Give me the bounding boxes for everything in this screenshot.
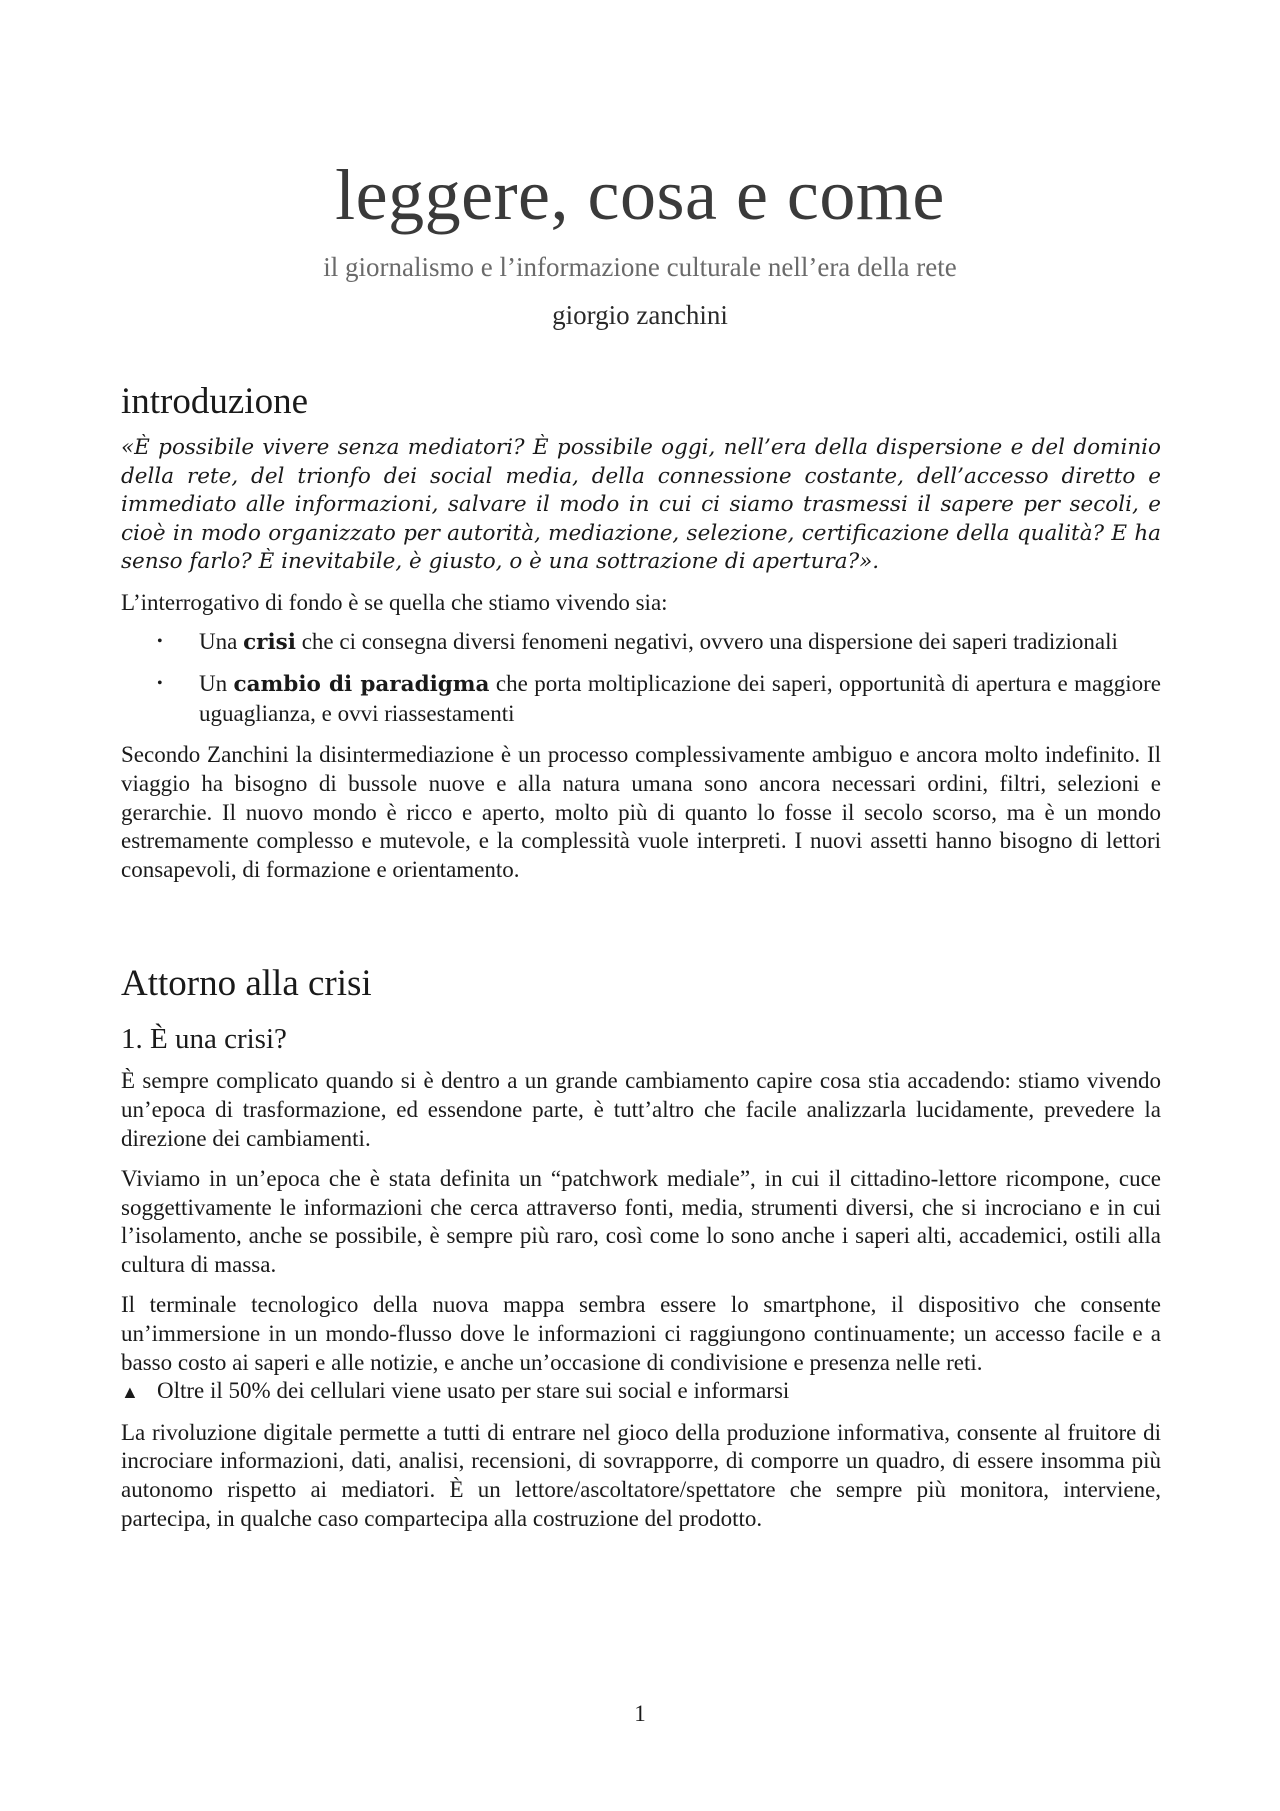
section-paragraph: Viviamo in un’epoca che è stata definita un “patchwork mediale”, in cui il cittadino-lettore ricompone, cuce soggettivamente le informazioni che cerca attraverso fonti, media, strumenti diversi, che si incrociano e in cui l’isolamento, anche se possibile, è sempre più raro, così come lo sono anche i saperi alti, accademici, ostili alla cultura di massa. [121, 1166, 1161, 1277]
section-final-paragraph: La rivoluzione digitale permette a tutti di entrare nel gioco della produzione informativa, consente al fruitore di incrociare informazioni, dati, analisi, recensioni, di sovrapporre, di comporre un quadro, di essere insomma più autonomo rispetto ai mediatori. È un lettore/ascoltatore/spettatore che sempre più monitora, interviene, partecipa, in qualche caso compartecipa alla costruzione del prodotto. [121, 1419, 1161, 1531]
document-author: giorgio zanchini [552, 300, 728, 330]
bullet-pre: Una [199, 628, 244, 654]
bullet-icon: • [157, 675, 163, 693]
document-subtitle: il giornalismo e l’informazione culturale nell’era della rete [323, 252, 957, 282]
bullet-icon: • [157, 632, 163, 650]
intro-bullet-crisi [121, 628, 1161, 658]
triangle-up-icon: ▲ [121, 1382, 139, 1403]
section-paragraph: È sempre complicato quando si è dentro a un grande cambiamento capire cosa stia accadendo: stiamo vivendo un’epoca di trasformazione, ed essendone parte, è tutt’altro che facile analizzarla lucidamente, prevedere la direzione dei cambiamenti. [121, 1068, 1161, 1151]
intro-conclusion: Secondo Zanchini la disintermediazione è un processo complessivamente ambiguo e ancora molto indefinito. Il viaggio ha bisogno di bussole nuove e alla natura umana sono ancora necessari ordini, filtri, selezioni e gerarchie. Il nuovo mondo è ricco e aperto, molto più di quanto lo fosse il secolo scorso, ma è un mondo estremamente complesso e mutevole, e la complessità vuole interpreti. I nuovi assetti hanno bisogno di lettori consapevoli, di formazione e orientamento. [121, 742, 1161, 882]
intro-question: L’interrogativo di fondo è se quella che stiamo vivendo sia: [121, 589, 668, 615]
section-heading: Attorno alla crisi [121, 963, 372, 1005]
stat-note [121, 1377, 1161, 1407]
section-paragraph: Il terminale tecnologico della nuova mappa sembra essere lo smartphone, il dispositivo che consente un’immersione in un mondo-flusso dove le informazioni ci raggiungono continuamente; un accesso facile e a basso costo ai saperi e alle notizie, e anche un’occasione di condivisione e presenza nelle reti. [121, 1292, 1161, 1375]
intro-bullet-list [121, 628, 1161, 729]
document-title: leggere, cosa e come [335, 155, 945, 235]
page-number: 1 [634, 1701, 646, 1726]
bullet-post: che porta moltiplicazione dei saperi, opportunità di apertura e maggiore uguaglianza, e ovvi riassestamenti [199, 671, 1161, 726]
intro-quote: «È possibile vivere senza mediatori? È possibile oggi, nell’era della dispersione e del dominio della rete, del trionfo dei social media, della connessione costante, dell’accesso diretto e immediato alle informazioni, salvare il modo in cui ci siamo trasmessi il sapere per secoli, e cioè in modo organizzato per autorità, mediazione, selezione, certificazione della qualità? E ha senso farlo? È inevitabile, è giusto, o è una sottrazione di apertura?». [121, 435, 1161, 575]
bullet-pre: Un [199, 671, 234, 697]
bullet-post: che ci consegna diversi fenomeni negativi, ovvero una dispersione dei saperi tradizionali [295, 628, 1118, 654]
stat-note-text: Oltre il 50% dei cellulari viene usato per stare sui social e informarsi [157, 1378, 790, 1404]
document-body [121, 378, 1161, 1533]
intro-bullet-paradigma [121, 670, 1161, 728]
intro-heading: introduzione [121, 381, 309, 422]
section-subheading: 1. È una crisi? [121, 1023, 287, 1056]
bullet-bold: cambio di paradigma [233, 672, 490, 698]
bullet-bold: crisi [243, 629, 296, 655]
